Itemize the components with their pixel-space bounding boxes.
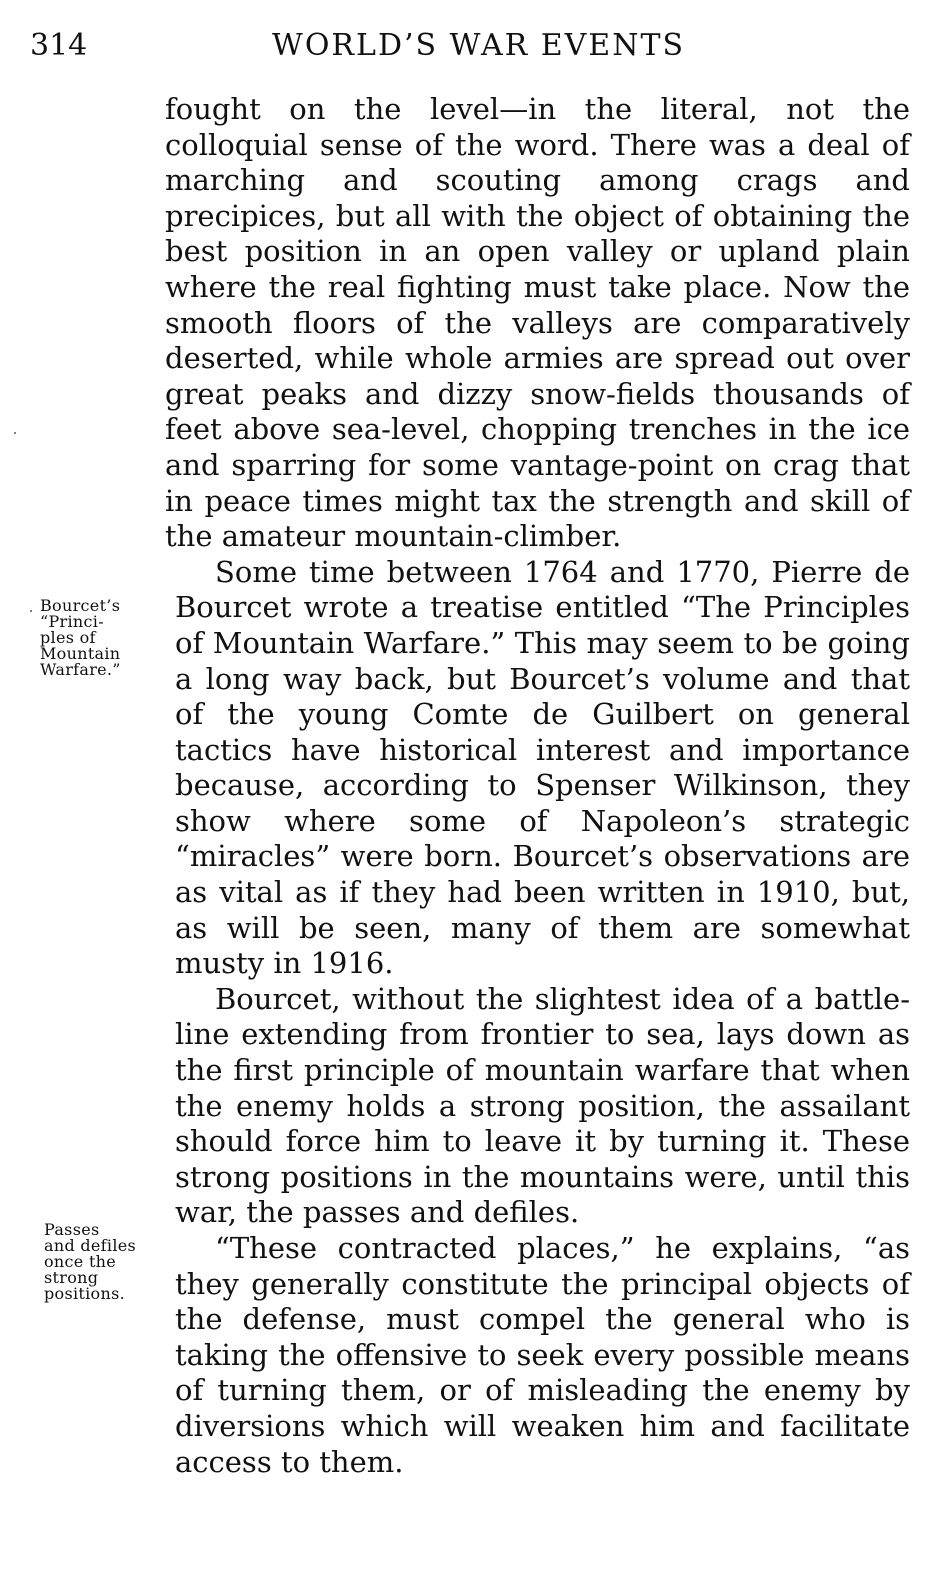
running-head bbox=[30, 28, 910, 68]
paragraph-bourcet-treatise: Some time between 1764 and 1770, Pierre de Bourcet wrote a treatise entitled “The Principles of Mountain Warfare.” This may seem to be going a long way back, but Bourcet’s volume and that of the young Comte de Guilbert on general tactics have historical interest and importance because, according to Spenser Wilkinson, they show where some of Napoleon’s strategic “miracles” were born. Bourcet’s observations are as vital as if they had been written in 1910, but, as will be seen, many of them are somewhat musty in 1916. bbox=[175, 554, 910, 981]
sidenote-passes-and-defiles: Passes and defiles once the strong positions. bbox=[44, 1220, 137, 1303]
paragraph-continued: fought on the level—in the literal, not the colloquial sense of the word. There was a deal of marching and scouting among crags and precipices, but all with the object of obtaining the best position in an open valley or upland plain where the real fighting must take place. Now the smooth floors of the valleys are comparatively deserted, while whole armies are spread out over great peaks and dizzy snow-fields thousands of feet above sea-level, chopping trenches in the ice and sparring for some vantage-point on crag that in peace times might tax the strength and skill of the amateur mountain-climber. bbox=[165, 92, 910, 554]
print-speck bbox=[30, 610, 32, 612]
paragraph-first-principle: Bourcet, without the slightest idea of a battle-line extending from frontier to sea, lays down as the first principle of mountain warfare that when the enemy holds a strong position, the assailant should force him to leave it by turning it. These strong positions in the mountains were, until this war, the passes and defiles. bbox=[175, 981, 910, 1230]
paragraph-contracted-places: “These contracted places,” he explains, “as they generally constitute the principal objects of the defense, must compel the general who is taking the offensive to seek every possible means of turning them, or of misleading the enemy by diversions which will weaken him and facilitate access to them. bbox=[175, 1231, 910, 1479]
running-title: WORLD’S WAR EVENTS bbox=[272, 28, 686, 63]
page-number: 314 bbox=[30, 28, 88, 63]
body-text bbox=[165, 92, 910, 1480]
sidenote-bourcets-principles: Bourcet’s “Princi- ples of Mountain Warfare.” bbox=[40, 596, 121, 679]
print-speck bbox=[14, 432, 16, 434]
